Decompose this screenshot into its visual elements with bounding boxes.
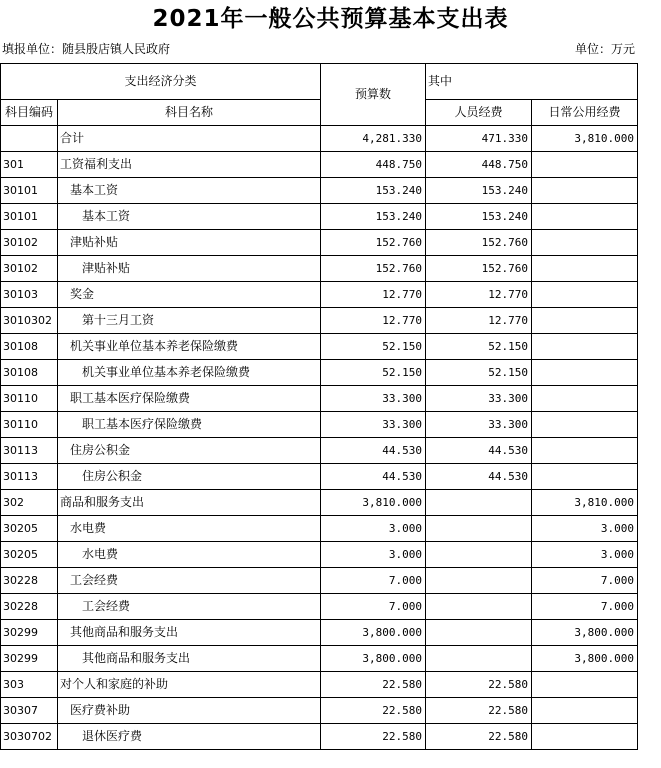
row-public: 7.000 (532, 594, 638, 620)
row-name: 住房公积金 (58, 464, 321, 490)
row-budget: 22.580 (321, 672, 426, 698)
row-personnel (426, 594, 532, 620)
table-row (1, 412, 638, 438)
row-code: 30299 (1, 620, 58, 646)
header-row-1 (1, 64, 638, 100)
row-public (532, 438, 638, 464)
row-public (532, 308, 638, 334)
table-row (1, 516, 638, 542)
row-name: 水电费 (58, 516, 321, 542)
table-row (1, 230, 638, 256)
row-name: 机关事业单位基本养老保险缴费 (58, 360, 321, 386)
row-name: 住房公积金 (58, 438, 321, 464)
row-budget: 3.000 (321, 516, 426, 542)
row-code (1, 126, 58, 152)
row-personnel (426, 490, 532, 516)
row-public: 3,810.000 (532, 490, 638, 516)
row-name: 奖金 (58, 282, 321, 308)
unit-measure: 单位：万元 (574, 42, 635, 56)
row-budget: 52.150 (321, 334, 426, 360)
header-name: 科目名称 (58, 100, 321, 126)
row-budget: 7.000 (321, 594, 426, 620)
row-name: 津贴补贴 (58, 230, 321, 256)
row-name: 工会经费 (58, 568, 321, 594)
row-code: 30102 (1, 256, 58, 282)
row-public: 7.000 (532, 568, 638, 594)
row-public (532, 698, 638, 724)
table-row (1, 542, 638, 568)
row-code: 30108 (1, 360, 58, 386)
row-public (532, 256, 638, 282)
row-budget: 33.300 (321, 412, 426, 438)
table-row (1, 620, 638, 646)
table-row (1, 308, 638, 334)
row-budget: 7.000 (321, 568, 426, 594)
row-public: 3.000 (532, 516, 638, 542)
row-personnel: 22.580 (426, 672, 532, 698)
row-budget: 3.000 (321, 542, 426, 568)
row-public: 3.000 (532, 542, 638, 568)
table-row (1, 282, 638, 308)
row-budget: 22.580 (321, 724, 426, 750)
row-budget: 152.760 (321, 230, 426, 256)
row-personnel: 152.760 (426, 256, 532, 282)
row-public: 3,800.000 (532, 646, 638, 672)
row-code: 30299 (1, 646, 58, 672)
page-title: 2021年一般公共预算基本支出表 (152, 6, 509, 32)
table-body (1, 126, 638, 750)
table-row (1, 568, 638, 594)
row-name: 其他商品和服务支出 (58, 646, 321, 672)
header-budget: 预算数 (321, 64, 426, 126)
row-code: 30205 (1, 516, 58, 542)
header-row-2 (1, 100, 638, 126)
table-row (1, 646, 638, 672)
row-code: 30103 (1, 282, 58, 308)
table-row (1, 126, 638, 152)
row-name: 职工基本医疗保险缴费 (58, 412, 321, 438)
row-name: 工资福利支出 (58, 152, 321, 178)
row-public (532, 178, 638, 204)
row-name: 机关事业单位基本养老保险缴费 (58, 334, 321, 360)
row-budget: 3,800.000 (321, 646, 426, 672)
row-name: 第十三月工资 (58, 308, 321, 334)
row-budget: 3,810.000 (321, 490, 426, 516)
row-code: 3010302 (1, 308, 58, 334)
table-row (1, 204, 638, 230)
row-personnel (426, 568, 532, 594)
row-public (532, 464, 638, 490)
header-among: 其中 (426, 64, 638, 100)
row-code: 303 (1, 672, 58, 698)
row-budget: 52.150 (321, 360, 426, 386)
row-name: 基本工资 (58, 178, 321, 204)
row-name: 基本工资 (58, 204, 321, 230)
table-row (1, 360, 638, 386)
row-personnel: 471.330 (426, 126, 532, 152)
row-personnel: 12.770 (426, 282, 532, 308)
table-row (1, 698, 638, 724)
row-budget: 4,281.330 (321, 126, 426, 152)
row-public (532, 724, 638, 750)
row-code: 301 (1, 152, 58, 178)
row-personnel (426, 620, 532, 646)
row-name: 对个人和家庭的补助 (58, 672, 321, 698)
row-personnel: 44.530 (426, 464, 532, 490)
row-code: 30205 (1, 542, 58, 568)
row-personnel: 22.580 (426, 724, 532, 750)
row-public (532, 672, 638, 698)
table-row (1, 724, 638, 750)
row-personnel: 52.150 (426, 360, 532, 386)
header-code: 科目编码 (1, 100, 58, 126)
row-personnel: 33.300 (426, 412, 532, 438)
row-budget: 12.770 (321, 308, 426, 334)
row-public (532, 412, 638, 438)
row-personnel: 52.150 (426, 334, 532, 360)
row-code: 30113 (1, 438, 58, 464)
row-name: 水电费 (58, 542, 321, 568)
table-row (1, 672, 638, 698)
row-personnel: 153.240 (426, 178, 532, 204)
row-name: 医疗费补助 (58, 698, 321, 724)
meta-line (2, 41, 635, 57)
row-code: 30101 (1, 204, 58, 230)
row-name: 商品和服务支出 (58, 490, 321, 516)
row-budget: 12.770 (321, 282, 426, 308)
row-budget: 153.240 (321, 178, 426, 204)
row-name: 津贴补贴 (58, 256, 321, 282)
row-personnel: 152.760 (426, 230, 532, 256)
row-code: 30228 (1, 568, 58, 594)
row-code: 3030702 (1, 724, 58, 750)
table-row (1, 152, 638, 178)
table-row (1, 594, 638, 620)
row-name: 退休医疗费 (58, 724, 321, 750)
row-personnel: 153.240 (426, 204, 532, 230)
row-public (532, 152, 638, 178)
row-name: 其他商品和服务支出 (58, 620, 321, 646)
row-personnel (426, 516, 532, 542)
row-budget: 3,800.000 (321, 620, 426, 646)
table-row (1, 464, 638, 490)
row-public (532, 230, 638, 256)
row-budget: 152.760 (321, 256, 426, 282)
budget-table (0, 63, 638, 750)
row-budget: 44.530 (321, 464, 426, 490)
row-code: 302 (1, 490, 58, 516)
row-code: 30108 (1, 334, 58, 360)
row-personnel (426, 646, 532, 672)
row-personnel: 33.300 (426, 386, 532, 412)
header-personnel: 人员经费 (426, 100, 532, 126)
row-public: 3,800.000 (532, 620, 638, 646)
row-budget: 153.240 (321, 204, 426, 230)
row-code: 30228 (1, 594, 58, 620)
reporting-unit: 填报单位：随县殷店镇人民政府 (2, 42, 171, 56)
table-row (1, 256, 638, 282)
row-personnel: 44.530 (426, 438, 532, 464)
row-public (532, 204, 638, 230)
row-code: 30110 (1, 412, 58, 438)
row-public (532, 360, 638, 386)
header-category: 支出经济分类 (1, 64, 321, 100)
row-name: 合计 (58, 126, 321, 152)
table-row (1, 386, 638, 412)
table-row (1, 438, 638, 464)
row-personnel: 12.770 (426, 308, 532, 334)
row-name: 工会经费 (58, 594, 321, 620)
header-public: 日常公用经费 (532, 100, 638, 126)
row-code: 30110 (1, 386, 58, 412)
row-budget: 44.530 (321, 438, 426, 464)
row-budget: 33.300 (321, 386, 426, 412)
row-code: 30113 (1, 464, 58, 490)
row-code: 30307 (1, 698, 58, 724)
row-public: 3,810.000 (532, 126, 638, 152)
row-public (532, 386, 638, 412)
row-budget: 22.580 (321, 698, 426, 724)
row-public (532, 282, 638, 308)
table-row (1, 178, 638, 204)
row-code: 30102 (1, 230, 58, 256)
row-personnel: 22.580 (426, 698, 532, 724)
row-personnel: 448.750 (426, 152, 532, 178)
table-row (1, 334, 638, 360)
row-name: 职工基本医疗保险缴费 (58, 386, 321, 412)
row-personnel (426, 542, 532, 568)
table-row (1, 490, 638, 516)
row-budget: 448.750 (321, 152, 426, 178)
row-code: 30101 (1, 178, 58, 204)
row-public (532, 334, 638, 360)
